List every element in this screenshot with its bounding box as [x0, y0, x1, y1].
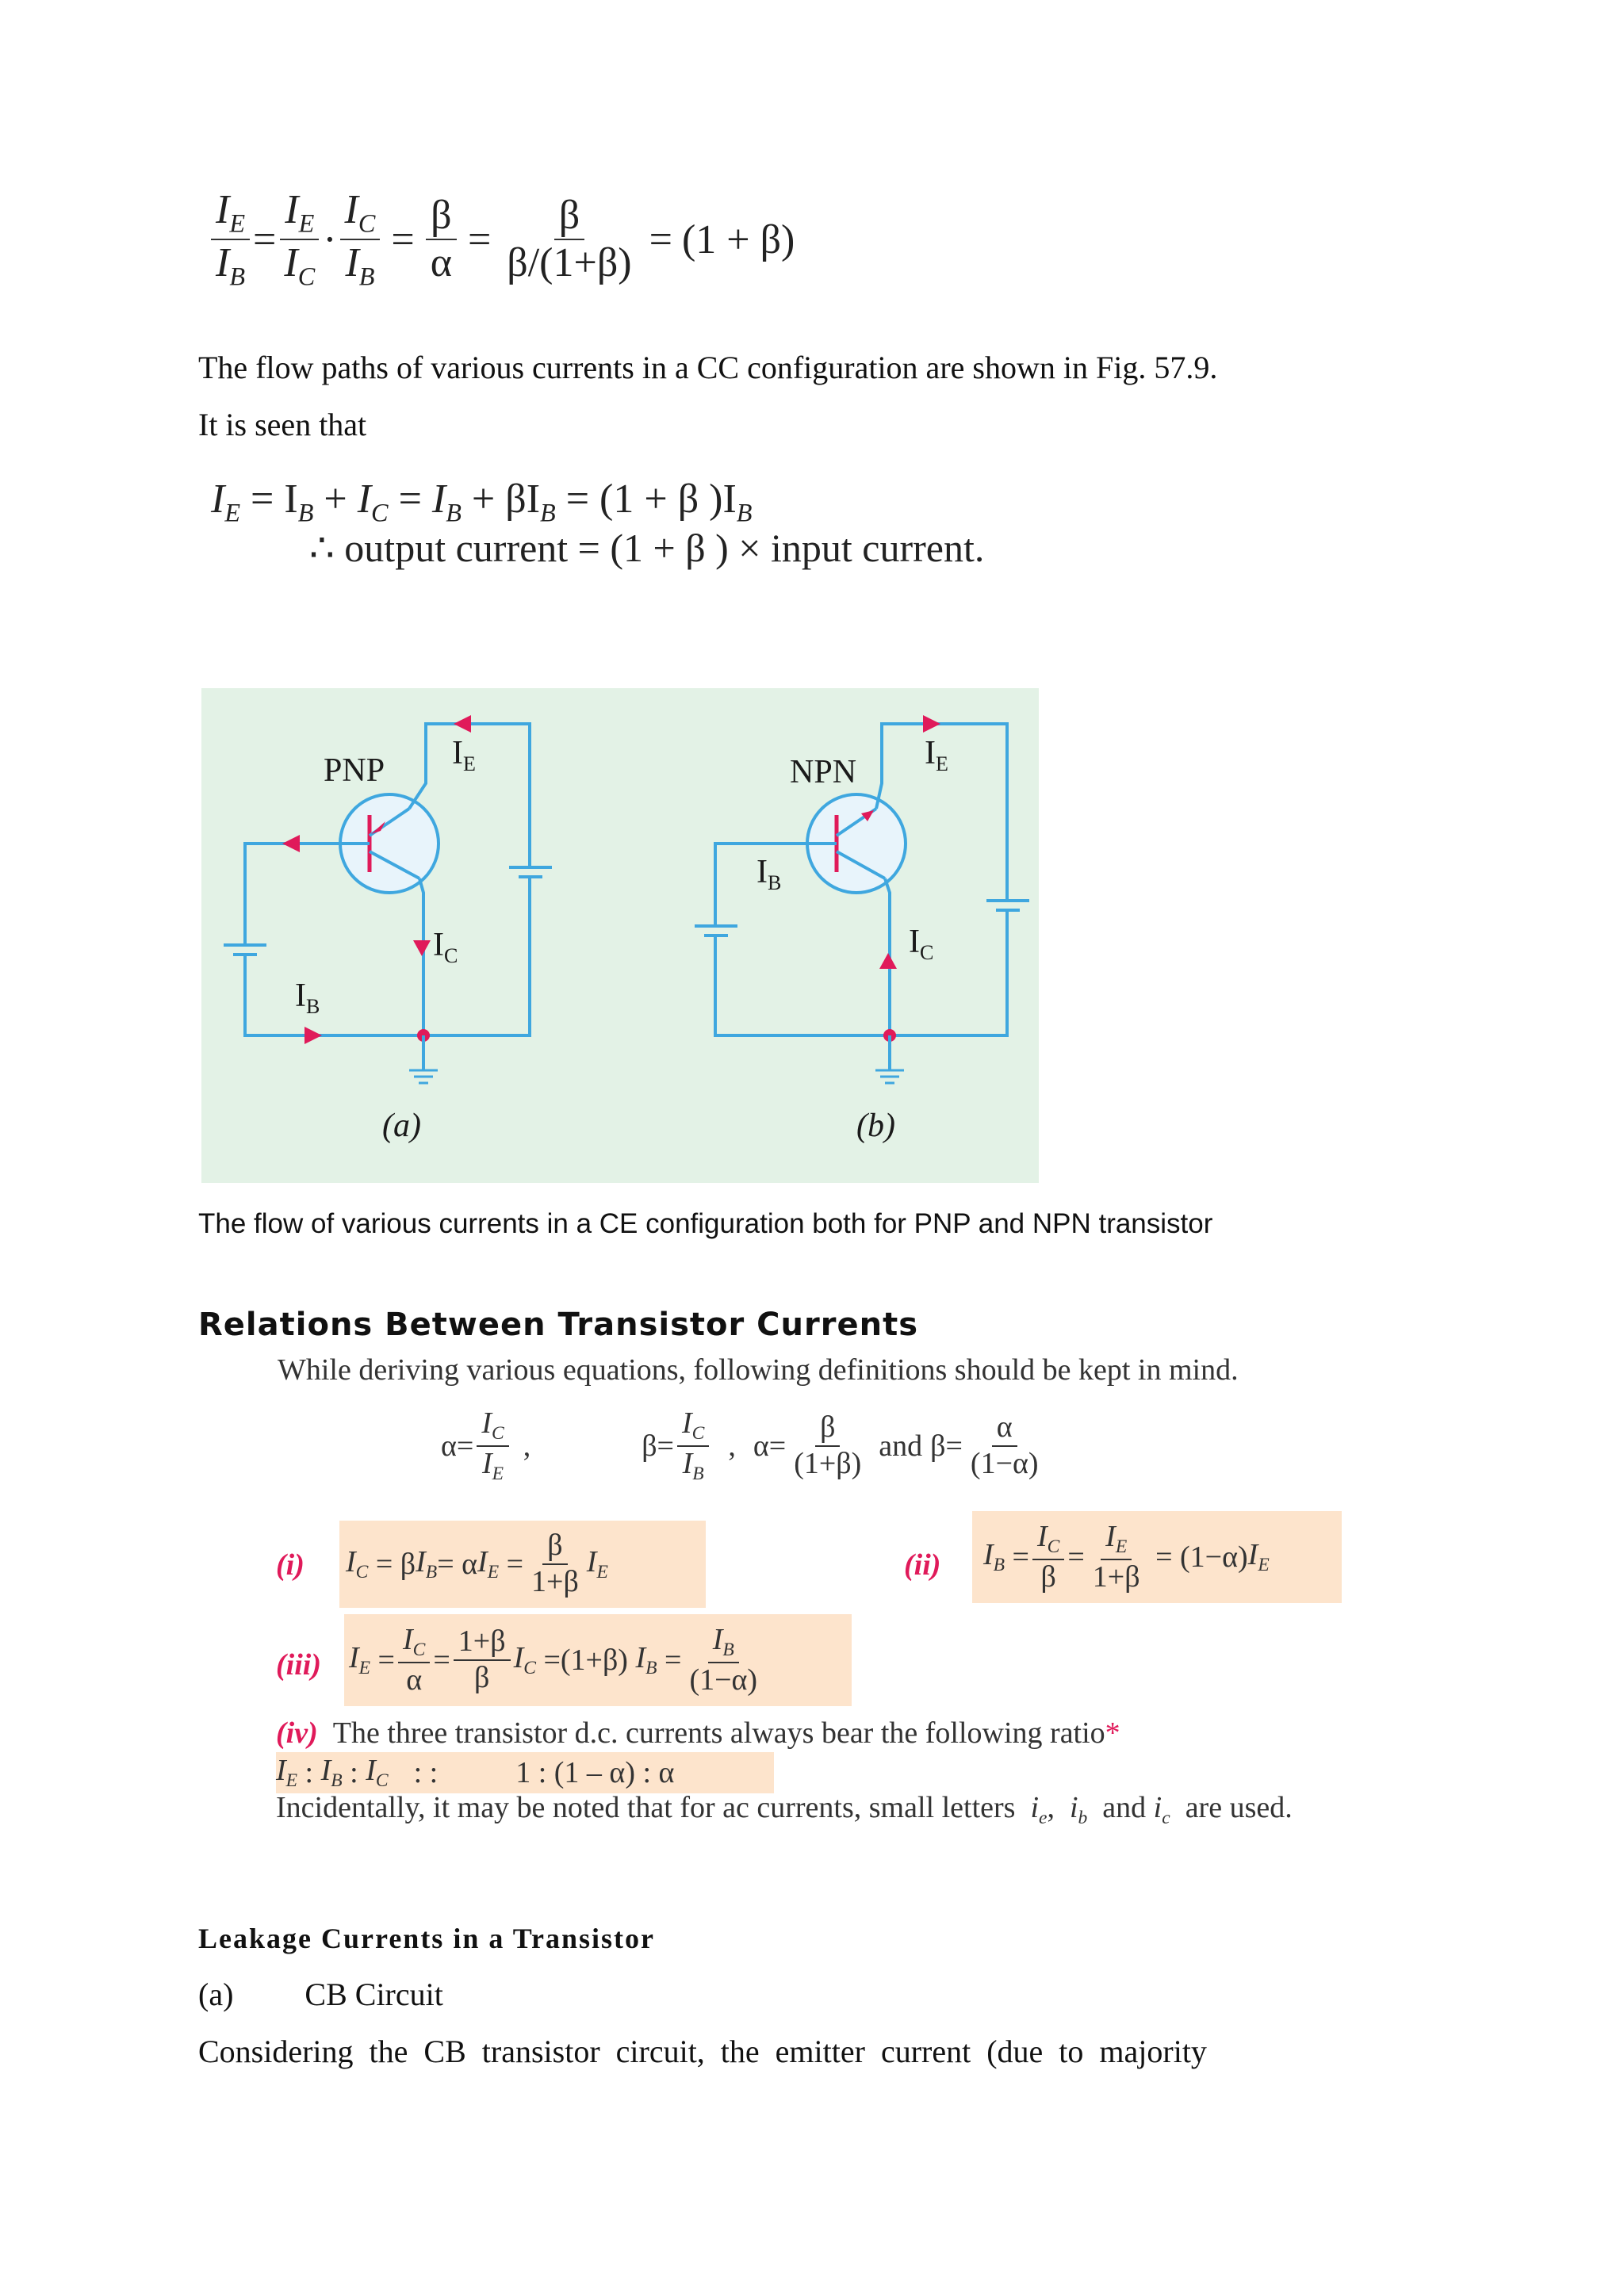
pnp-circuit [224, 715, 552, 1083]
ratio-box: $I_E$ : $I_B$ : $I_C$ : : 1 : (1 – α) : α [276, 1752, 774, 1793]
relations-heading: Relations Between Transistor Currents [198, 1307, 918, 1343]
eq1-result: (1 + β) [681, 216, 795, 262]
npn-circuit [695, 715, 1029, 1083]
npn-label: NPN [790, 754, 857, 790]
npn-ib-label: $I_B$ [756, 854, 782, 895]
fraction-beta-alpha: $\frac{\beta}{\alpha}$ [426, 194, 457, 285]
seen-that-text: It is seen that [198, 407, 367, 442]
pnp-ie-arrow [454, 715, 471, 733]
incidental-note: Incidentally, it may be noted that for ac currents, small letters $i_e$, $i_b$ and $i_c$ are used. [276, 1791, 1293, 1829]
equation-iii-box: $I_E$ = $\frac{I_C}{\alpha}$ = $\frac{1+\beta}{\beta}$ $I_C$ =(1+β) $I_B$ = $\frac{I_B}{(1-\alpha)}$ [344, 1614, 852, 1706]
leakage-paragraph: Considering the CB transistor circuit, the emitter current (due to majority [198, 2034, 1207, 2069]
npn-ic-arrow [879, 953, 897, 969]
pnp-base-arrow [282, 835, 300, 852]
figure-caption-a: (a) [382, 1108, 421, 1144]
relations-intro: While deriving various equations, following definitions should be kept in mind. [278, 1353, 1239, 1387]
fraction-ie-ic: $\frac{I_E}{I_C}$ [279, 189, 320, 290]
item-ii-label: (ii) [904, 1548, 941, 1582]
npn-ic-label: $I_C$ [909, 924, 934, 965]
npn-ie-label: $I_E$ [925, 735, 948, 776]
cb-circuit-item: (a) CB Circuit [198, 1976, 443, 2012]
equation-output-current: ∴ output current = (1 + β ) × input current. [309, 526, 985, 570]
leakage-heading: Leakage Currents in a Transistor [198, 1923, 656, 1954]
transistor-figure [201, 688, 1039, 1183]
fraction-ic-ib: $\frac{I_C}{I_B}$ [340, 189, 381, 290]
npn-ie-arrow [923, 715, 940, 733]
pnp-ib-arrow [304, 1027, 322, 1044]
item-iii-label: (iii) [276, 1648, 321, 1682]
cc-paths-text: The flow paths of various currents in a CC configuration are shown in Fig. 57.9. [198, 350, 1218, 385]
pnp-ib-label: $I_B$ [295, 978, 320, 1019]
item-iv-text: (iv) The three transistor d.c. currents always bear the following ratio* [276, 1716, 1120, 1750]
fraction-ie-ib: $\frac{I_E}{I_B}$ [211, 189, 250, 290]
equation-i-box: $I_C$ = β $I_B$ = α $I_E$ = $\frac{\beta}{1+\beta}$ $I_E$ [339, 1521, 706, 1608]
item-i-label: (i) [276, 1548, 304, 1582]
pnp-ie-label: $I_E$ [452, 735, 476, 776]
pnp-label: PNP [324, 752, 385, 789]
equation-ii-box: $I_B$ = $\frac{I_C}{\beta}$ = $\frac{I_E}{1+\beta}$ = (1−α) $I_E$ [972, 1511, 1342, 1603]
equation-beta-ratio: $\frac{I_E}{I_B}$ = $\frac{I_E}{I_C}$ · $\frac{I_C}{I_B}$ = $\frac{\beta}{\alpha}$ = $\frac{\beta}{\beta/(1+\beta)}$ = (1 + β) [208, 189, 795, 290]
pnp-ic-arrow [413, 940, 431, 956]
fraction-beta-over: $\frac{\beta}{\beta/(1+\beta)}$ [507, 192, 632, 286]
figure-caption-b: (b) [856, 1108, 895, 1144]
definitions-line: α= $\frac{I_C}{I_E}$ , β= $\frac{I_C}{I_B}$ , α= $\frac{\beta}{(1+\beta)}$ and β= $\frac{\alpha}{(1-\alpha)}$ [441, 1406, 1039, 1485]
pnp-ic-label: $I_C$ [433, 927, 458, 968]
figure-caption: The flow of various currents in a CE configuration both for PNP and NPN transistor [198, 1208, 1213, 1239]
equation-ie-sum: $I_E = I_B + I_C = I_B + \beta I_B = (1 + \beta$ )$I_B$ [211, 476, 753, 527]
